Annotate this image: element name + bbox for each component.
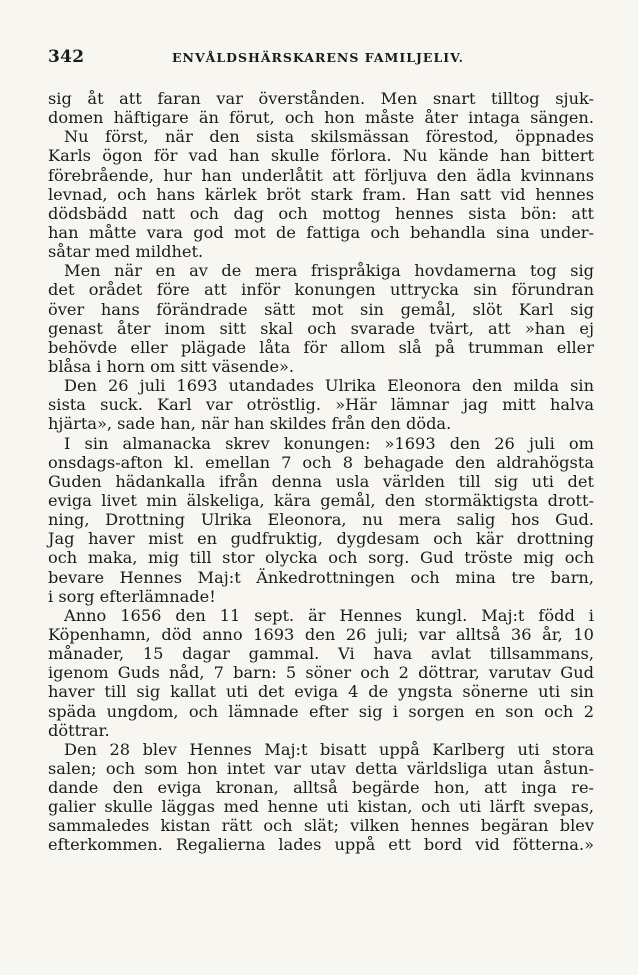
text-line: genast åter inom sitt skal och svarade tvärt, att »han ej <box>48 318 594 338</box>
text-line: sista suck. Karl var otröstlig. »Här lämnar jag mitt halva <box>48 395 594 415</box>
text-line: han måtte vara god mot de fattiga och behandla sina under- <box>48 222 594 242</box>
text-line: Nu först, när den sista skilsmässan förestod, öppnades <box>64 127 594 147</box>
text-line: såtar med mildhet. <box>48 242 204 262</box>
text-line: döttrar. <box>48 720 110 740</box>
text-line: Karls ögon för vad han skulle förlora. Nu kände han bittert <box>48 146 594 166</box>
text-line: salen; och som hon intet var utav detta världsliga utan åstun- <box>48 758 594 778</box>
text-line: igenom Guds nåd, 7 barn: 5 söner och 2 döttrar, varutav Gud <box>48 663 594 683</box>
text-line: eviga livet min älskeliga, kära gemål, den stormäktigsta drott- <box>48 490 594 510</box>
text-line: förebrående, hur han underlåtit att förljuva den ädla kvinnans <box>48 165 594 185</box>
text-line: och maka, mig till stor olycka och sorg. Gud tröste mig och <box>48 548 594 568</box>
page-number: 342 <box>48 47 85 67</box>
page-header <box>48 47 608 69</box>
text-line: Köpenhamn, död anno 1693 den 26 juli; var alltså 36 år, 10 <box>48 624 594 644</box>
text-line: haver till sig kallat uti det eviga 4 de yngsta sönerne uti sin <box>48 682 594 702</box>
text-line: Anno 1656 den 11 sept. är Hennes kungl. Maj:t född i <box>64 605 594 625</box>
text-line: månader, 15 dagar gammal. Vi hava avlat tillsammans, <box>48 644 594 664</box>
text-line: dödsbädd natt och dag och mottog hennes sista bön: att <box>48 203 594 223</box>
text-line: sig åt att faran var överstånden. Men snart tilltog sjuk- <box>48 89 594 108</box>
text-line: I sin almanacka skrev konungen: »1693 den 26 juli om <box>64 433 594 453</box>
text-line: Den 28 blev Hennes Maj:t bisatt uppå Karlberg uti stora <box>64 739 594 759</box>
text-line: blåsa i horn om sitt väsende». <box>48 356 295 376</box>
text-line: späda ungdom, och lämnade efter sig i sorgen en son och 2 <box>48 701 594 721</box>
text-line: galier skulle läggas med henne uti kistan, och uti lärft svepas, <box>48 797 594 817</box>
text-line: dande den eviga kronan, alltså begärde hon, att inga re- <box>48 778 594 798</box>
text-line: över hans förändrade sätt mot sin gemål, slöt Karl sig <box>48 299 594 319</box>
text-line: efterkommen. Regalierna lades uppå ett bord vid fötterna.» <box>48 835 594 855</box>
text-line: levnad, och hans kärlek bröt stark fram. Han satt vid hennes <box>48 184 594 204</box>
text-line: onsdags-afton kl. emellan 7 och 8 behagade den aldrahögsta <box>48 452 594 472</box>
text-line: Guden hädankalla ifrån denna usla världen till sig uti det <box>48 471 594 491</box>
text-line: ning, Drottning Ulrika Eleonora, nu mera salig hos Gud. <box>48 510 594 530</box>
text-line: Men när en av de mera frispråkiga hovdamerna tog sig <box>64 261 594 281</box>
text-line: hjärta», sade han, när han skildes från den döda. <box>48 414 452 434</box>
text-line: Jag haver mist en gudfruktig, dygdesam och kär drottning <box>48 529 594 549</box>
text-line: behövde eller plägade låta för allom slå på trumman eller <box>48 337 594 357</box>
text-line: i sorg efterlämnade! <box>48 586 216 606</box>
text-line: sammaledes kistan rätt och slät; vilken hennes begäran blev <box>48 816 594 836</box>
body-text <box>48 89 594 855</box>
text-line: det orådet före att inför konungen uttrycka sin förundran <box>48 280 594 300</box>
running-title: ENVÅLDSHÄRSKARENS FAMILJELIV. <box>172 50 464 65</box>
text-line: Den 26 juli 1693 utandades Ulrika Eleonora den milda sin <box>64 376 594 396</box>
text-line: domen häftigare än förut, och hon måste åter intaga sängen. <box>48 108 594 128</box>
text-line: bevare Hennes Maj:t Änkedrottningen och mina tre barn, <box>48 567 594 587</box>
